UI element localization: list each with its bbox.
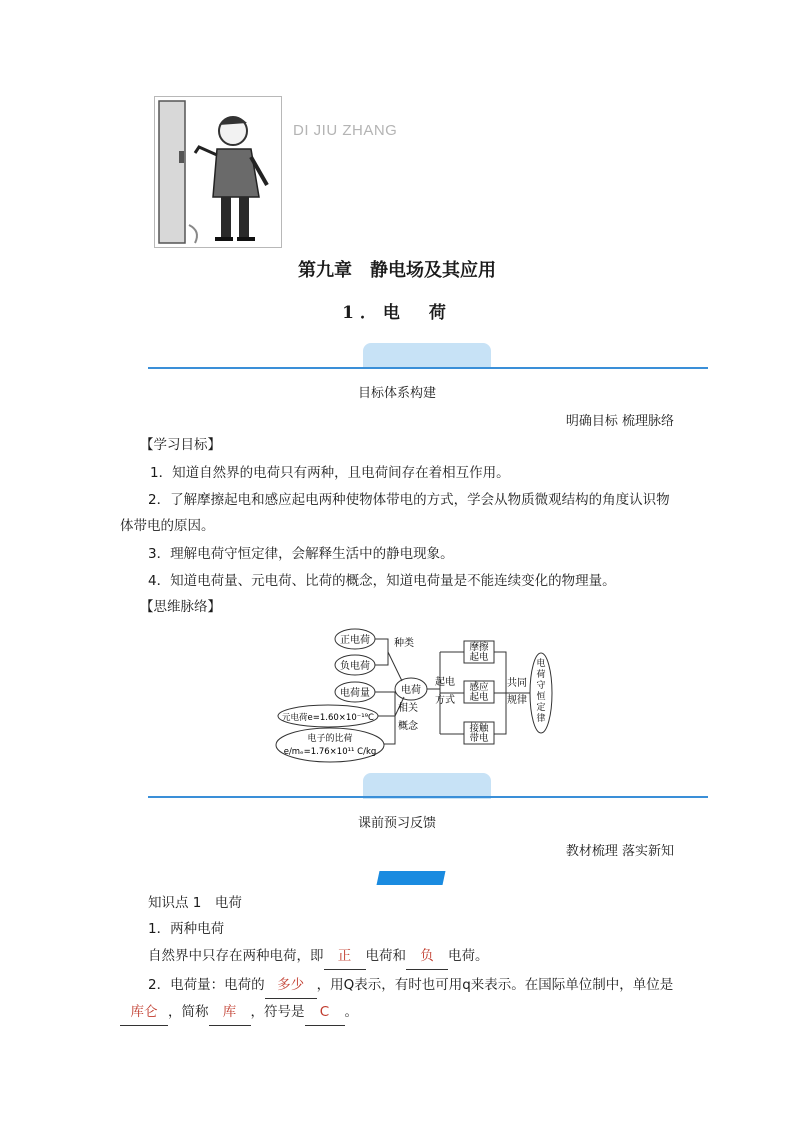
block-heading: 课前预习反馈 xyxy=(357,816,436,831)
answer-blank: C xyxy=(305,999,345,1026)
section-tab xyxy=(363,343,491,369)
mind-map xyxy=(270,624,560,764)
mm-related-2: 概念 xyxy=(398,721,418,732)
mm-induction-1: 感应 xyxy=(469,682,489,693)
mm-related-1: 相关 xyxy=(398,703,418,714)
mm-kinds: 种类 xyxy=(394,638,414,649)
svg-text:定: 定 xyxy=(536,703,546,713)
goal-item: 1．知道自然界的电荷只有两种，且电荷间存在着相互作用。 xyxy=(150,465,510,481)
svg-text:荷: 荷 xyxy=(536,670,546,680)
mm-friction-1: 摩擦 xyxy=(469,642,489,653)
mindmap-heading: 【思维脉络】 xyxy=(140,599,221,615)
answer-blank: 库仑 xyxy=(120,999,168,1026)
mm-specific-1: 电子的比荷 xyxy=(307,734,353,744)
item1-text: 自然界中只存在两种电荷，即 正 电荷和 负 电荷。 xyxy=(148,943,678,970)
goal-item: 2．了解摩擦起电和感应起电两种使物体带电的方式，学会从物质微观结构的角度认识物体带电的原因。 xyxy=(120,492,670,534)
item2-text: 2．电荷量：电荷的 多少 ，用Q表示，有时也可用q来表示。在国际单位制中，单位是库仑 ，简称 库 ，符号是 C 。 xyxy=(120,972,680,1026)
mm-positive: 正电荷 xyxy=(340,635,370,646)
answer-blank: 负 xyxy=(406,943,448,970)
answer-blank: 库 xyxy=(209,999,251,1026)
knowledge-badge xyxy=(377,871,446,885)
mm-center: 电荷 xyxy=(401,685,421,696)
mm-charging-1: 起电 xyxy=(435,677,455,688)
chapter-pinyin: DI JIU ZHANG xyxy=(293,122,398,139)
mm-common-1: 共同 xyxy=(507,678,527,689)
mm-common-2: 规律 xyxy=(507,695,527,706)
svg-text:律: 律 xyxy=(536,714,546,724)
mm-elementary-charge: 元电荷e=1.60×10⁻¹⁹C xyxy=(282,713,374,723)
mm-negative: 负电荷 xyxy=(340,661,370,672)
block-heading: 目标体系构建 xyxy=(357,386,436,401)
knowledge-point-title: 知识点 1 电荷 xyxy=(148,895,242,911)
mm-induction-2: 起电 xyxy=(469,692,489,703)
goals-heading: 【学习目标】 xyxy=(140,437,221,453)
block-subheading: 教材梳理 落实新知 xyxy=(565,844,674,859)
answer-blank: 多少 xyxy=(265,972,317,999)
goal-item: 4．知道电荷量、元电荷、比荷的概念，知道电荷量是不能连续变化的物理量。 xyxy=(148,573,616,589)
section-divider xyxy=(148,367,708,369)
mm-charging-2: 方式 xyxy=(435,695,455,706)
svg-text:电: 电 xyxy=(536,659,546,669)
section-divider xyxy=(148,796,708,798)
chapter-illustration xyxy=(154,96,282,248)
section-title: 1．电 荷 xyxy=(342,303,452,323)
chapter-title: 第九章 静电场及其应用 xyxy=(298,260,496,281)
svg-text:守: 守 xyxy=(536,681,546,691)
item-title: 1．两种电荷 xyxy=(148,921,225,937)
mm-quantity: 电荷量 xyxy=(340,688,370,699)
block-subheading: 明确目标 梳理脉络 xyxy=(565,414,674,429)
mm-specific-2: e/mₑ=1.76×10¹¹ C/kg xyxy=(283,747,377,757)
answer-blank: 正 xyxy=(324,943,366,970)
mm-friction-2: 起电 xyxy=(469,652,489,663)
mm-contact-2: 带电 xyxy=(469,733,489,744)
mm-contact-1: 接触 xyxy=(469,723,489,734)
svg-text:恒: 恒 xyxy=(536,692,546,702)
goal-item: 3．理解电荷守恒定律，会解释生活中的静电现象。 xyxy=(148,546,454,562)
